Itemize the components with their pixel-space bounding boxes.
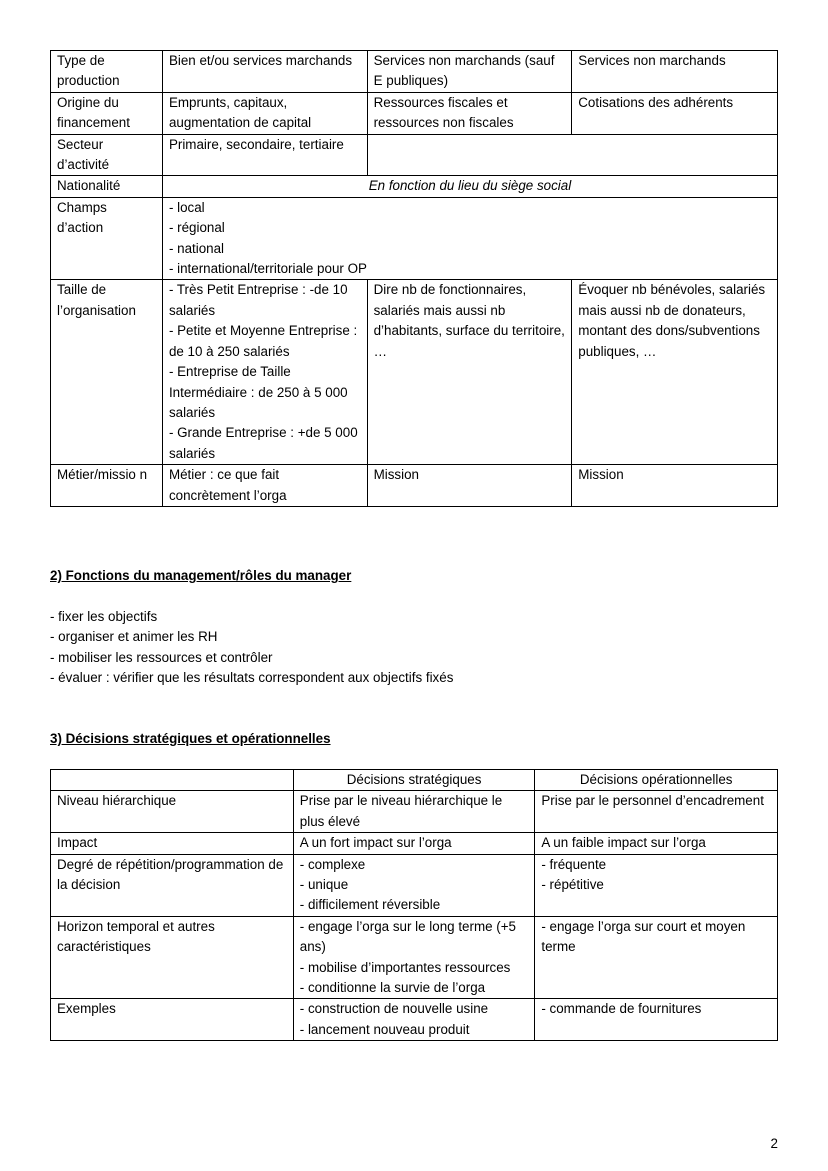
table-cell: Ressources fiscales et ressources non fiscales	[367, 92, 572, 134]
section-2-title: 2) Fonctions du management/rôles du manager	[50, 568, 352, 583]
header-cell: Décisions opérationnelles	[535, 770, 778, 791]
table-cell-empty	[367, 134, 777, 176]
manager-roles-list	[50, 607, 453, 689]
list-item: - commande de fournitures	[541, 1001, 702, 1017]
header-cell: Décisions stratégiques	[293, 770, 535, 791]
table-cell: Bien et/ou services marchands	[162, 51, 367, 93]
list-item: - répétitive	[541, 877, 604, 893]
table-row	[51, 916, 778, 999]
list-item: - mobiliser les ressources et contrôler	[50, 649, 273, 665]
table-row	[51, 833, 778, 854]
merged-cell: En fonction du lieu du siège social	[162, 176, 777, 197]
table-row	[51, 280, 778, 465]
list-item: - évaluer : vérifier que les résultats correspondent aux objectifs fixés	[50, 670, 454, 686]
list-cell	[535, 999, 778, 1041]
page-number: 2	[770, 1136, 778, 1151]
table-cell: Cotisations des adhérents	[572, 92, 778, 134]
list-item: - fréquente	[541, 856, 607, 872]
list-cell	[293, 999, 535, 1041]
row-label: Champs d’action	[51, 197, 163, 280]
table-row	[51, 465, 778, 507]
list-cell	[535, 854, 778, 916]
row-label: Taille de l’organisation	[51, 280, 163, 465]
row-label: Degré de répétition/programmation de la décision	[51, 854, 294, 916]
table-header-row	[51, 770, 778, 791]
header-cell-empty	[51, 770, 294, 791]
table-row	[51, 134, 778, 176]
table-cell: Métier : ce que fait concrètement l’orga	[162, 465, 367, 507]
table-cell: Services non marchands	[572, 51, 778, 93]
table-cell: A un fort impact sur l’orga	[293, 833, 535, 854]
table-cell: A un faible impact sur l’orga	[535, 833, 778, 854]
list-item: - régional	[168, 220, 225, 236]
list-item: - difficilement réversible	[299, 897, 441, 913]
decisions-table	[50, 769, 778, 1041]
list-item: - complexe	[299, 856, 366, 872]
section-3-title: 3) Décisions stratégiques et opérationnelles	[50, 731, 331, 746]
table-cell: Prise par le niveau hiérarchique le plus élevé	[293, 791, 535, 833]
table-row	[51, 176, 778, 197]
table-cell: Dire nb de fonctionnaires, salariés mais aussi nb d’habitants, surface du territoire, …	[367, 280, 572, 465]
table-cell: Primaire, secondaire, tertiaire	[162, 134, 367, 176]
list-item: - unique	[299, 877, 349, 893]
table-row	[51, 999, 778, 1041]
table-cell: Mission	[572, 465, 778, 507]
organisation-comparison-table	[50, 50, 778, 507]
row-label: Métier/missio n	[51, 465, 163, 507]
list-item: - Petite et Moyenne Entreprise : de 10 à 250 salariés	[168, 323, 358, 359]
row-label: Secteur d’activité	[51, 134, 163, 176]
table-row	[51, 197, 778, 280]
list-item: - local	[168, 199, 205, 215]
list-item: - national	[168, 240, 225, 256]
list-item: - engage l’orga sur le long terme (+5 ans)	[299, 918, 516, 955]
list-item: - fixer les objectifs	[50, 609, 158, 624]
table-cell: Mission	[367, 465, 572, 507]
list-item: - construction de nouvelle usine	[299, 1001, 489, 1017]
row-label: Impact	[51, 833, 294, 854]
row-label: Nationalité	[51, 176, 163, 197]
list-item: - conditionne la survie de l’orga	[299, 980, 486, 996]
list-cell	[162, 280, 367, 465]
list-item: - lancement nouveau produit	[299, 1021, 470, 1037]
table-row	[51, 92, 778, 134]
list-cell	[293, 916, 535, 999]
table-cell: Services non marchands (sauf E publiques)	[367, 51, 572, 93]
row-label: Type de production	[51, 51, 163, 93]
list-item: - Entreprise de Taille Intermédiaire : de 250 à 5 000 salariés	[168, 364, 348, 420]
row-label: Exemples	[51, 999, 294, 1041]
list-cell	[162, 197, 777, 280]
list-item: - engage l’orga sur court et moyen terme	[541, 918, 746, 955]
list-item: - mobilise d’importantes ressources	[299, 959, 511, 975]
row-label: Niveau hiérarchique	[51, 791, 294, 833]
list-item: - Grande Entreprise : +de 5 000 salariés	[168, 425, 358, 461]
list-item: - Très Petit Entreprise : -de 10 salariés	[168, 282, 348, 318]
table-cell: Évoquer nb bénévoles, salariés mais aussi nb de donateurs, montant des dons/subventions publiques, …	[572, 280, 778, 465]
row-label: Origine du financement	[51, 92, 163, 134]
list-cell	[535, 916, 778, 999]
table-cell: Emprunts, capitaux, augmentation de capital	[162, 92, 367, 134]
list-item: - organiser et animer les RH	[50, 629, 218, 645]
list-item: - international/territoriale pour OP	[168, 261, 367, 277]
list-cell	[293, 854, 535, 916]
table-cell: Prise par le personnel d’encadrement	[535, 791, 778, 833]
row-label: Horizon temporal et autres caractéristiques	[51, 916, 294, 999]
table-row	[51, 51, 778, 93]
table-row	[51, 791, 778, 833]
table-row	[51, 854, 778, 916]
